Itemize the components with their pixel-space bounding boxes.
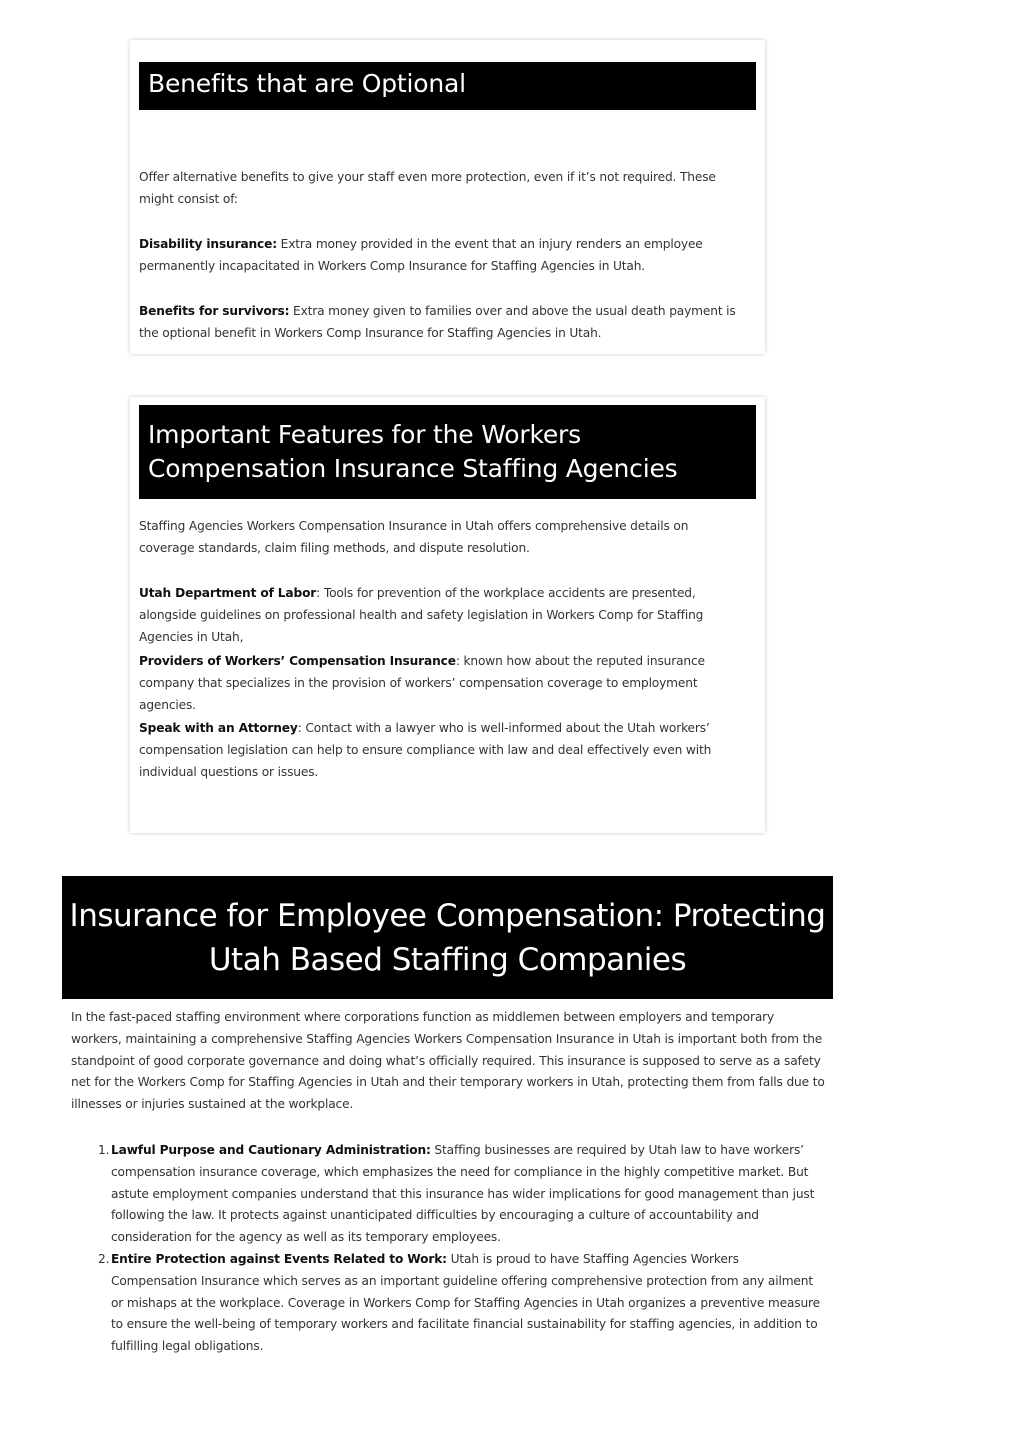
list-item-label: Entire Protection against Events Related to Work: bbox=[111, 1251, 447, 1266]
feature-label: Providers of Workers’ Compensation Insurance bbox=[139, 654, 456, 668]
list-item-label: Lawful Purpose and Cautionary Administration: bbox=[111, 1143, 431, 1157]
numbered-list bbox=[98, 1140, 828, 1358]
list-item-text: Utah is proud to have Staffing Agencies Workers Compensation Insurance which serves as an important guideline offering comprehensive protection from any ailment or mishaps at the workplace. Coverage in Workers Comp for Staffing Agencies in Utah organizes a preventive measure to ensure the well-being of temporary workers and facilitate financial sustainability for staffing agencies, in addition to fulfilling legal obligations. bbox=[111, 1251, 821, 1354]
benefit-item-disability bbox=[139, 233, 747, 277]
benefit-text: Extra money provided in the event that an injury renders an employee permanently incapacitated in Workers Comp Insurance for Staffing Agencies in Utah. bbox=[139, 237, 703, 273]
feature-text: : Tools for prevention of the workplace accidents are presented, alongside guidelines on professional health and safety legislation in Workers Comp for Staffing Agencies in Utah, bbox=[139, 586, 704, 644]
optional-benefits-card bbox=[130, 40, 765, 354]
feature-text: : known how about the reputed insurance company that specializes in the provision of workers’ compensation coverage to employment agencies. bbox=[139, 654, 705, 712]
list-item bbox=[98, 1140, 828, 1249]
benefit-item-survivors bbox=[139, 300, 747, 344]
benefit-label: Benefits for survivors: bbox=[139, 304, 290, 318]
feature-label: Utah Department of Labor bbox=[139, 586, 317, 600]
benefit-label: Disability insurance: bbox=[139, 237, 277, 251]
optional-benefits-intro: Offer alternative benefits to give your staff even more protection, even if it’s not required. These might consist of: bbox=[139, 170, 716, 206]
list-item-number: 1. bbox=[98, 1143, 110, 1157]
list-item-text: Staffing businesses are required by Utah law to have workers’ compensation insurance coverage, which emphasizes the need for compliance in the highly competitive market. But astute employment companies understand that this insurance has wider implications for good management than just following the law. It protects against unanticipated difficulties by encouraging a culture of accountability and consideration for the agency as well as its temporary employees. bbox=[111, 1143, 815, 1245]
section-intro-paragraph: In the fast-paced staffing environment where corporations function as middlemen between employers and temporary workers, maintaining a comprehensive Staffing Agencies Workers Compensation Insurance in Utah is important both from the standpoint of good corporate governance and doing what’s officially required. This insurance is supposed to serve as a safety net for the Workers Comp for Staffing Agencies in Utah and their temporary workers in Utah, protecting them from falls due to illnesses or injuries sustained at the workplace. bbox=[71, 1010, 825, 1112]
feature-label: Speak with an Attorney bbox=[139, 721, 298, 735]
section-heading-banner: Insurance for Employee Compensation: Protecting Utah Based Staffing Companies bbox=[62, 876, 833, 999]
important-features-card bbox=[130, 397, 765, 833]
list-item-number: 2. bbox=[98, 1251, 110, 1266]
feature-text: : Contact with a lawyer who is well-informed about the Utah workers’ compensation legislation can help to ensure compliance with law and deal effectively even with individual questions or issues. bbox=[139, 721, 712, 779]
optional-benefits-title: Benefits that are Optional bbox=[139, 62, 756, 110]
list-item bbox=[98, 1249, 828, 1358]
benefit-text: Extra money given to families over and above the usual death payment is the optional benefit in Workers Comp Insurance for Staffing Agencies in Utah. bbox=[139, 304, 736, 340]
feature-item-attorney bbox=[139, 717, 747, 783]
feature-item-department-of-labor bbox=[139, 582, 747, 648]
important-features-intro: Staffing Agencies Workers Compensation Insurance in Utah offers comprehensive details on coverage standards, claim filing methods, and dispute resolution. bbox=[139, 519, 689, 555]
important-features-title: Important Features for the Workers Compensation Insurance Staffing Agencies bbox=[139, 405, 756, 499]
feature-item-providers bbox=[139, 650, 747, 716]
